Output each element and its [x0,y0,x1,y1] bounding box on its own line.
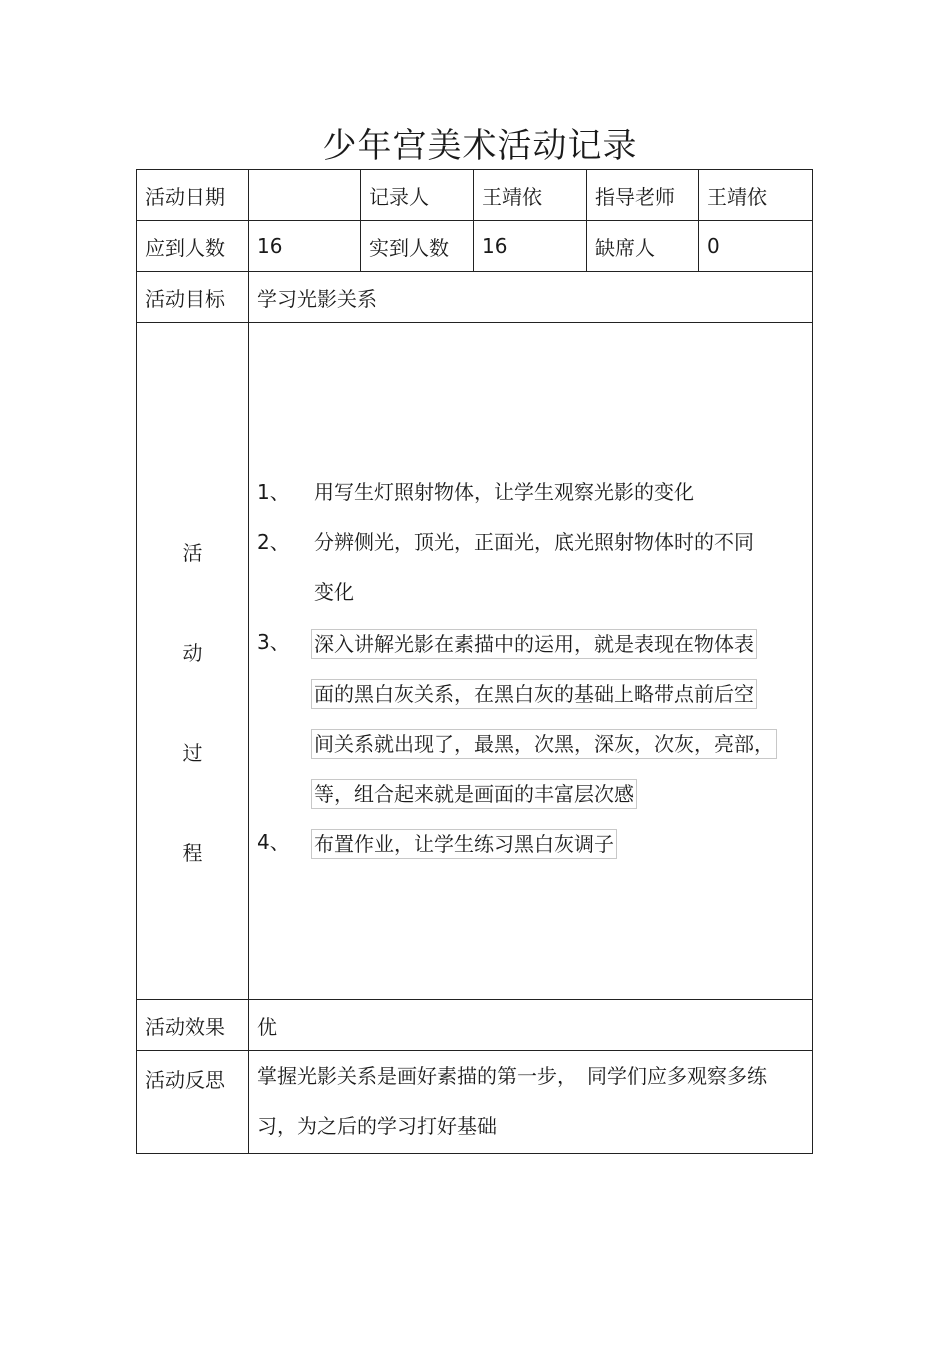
list-item [257,517,812,617]
reflection-value [249,1051,813,1154]
item-text-line: 用写生灯照射物体，让学生观察光影的变化 [314,480,694,504]
reflection-text: 掌握光影关系是画好素描的第一步， 同学们应多观察多练习，为之后的学习打好基础 [257,1064,767,1138]
item-number: 1、 [257,480,290,504]
table-row [137,221,813,272]
teacher-label: 指导老师 [587,170,699,221]
activity-record-table [136,169,813,1154]
teacher-value: 王靖依 [699,170,813,221]
item-text-line: 布置作业，让学生练习黑白灰调子 [311,829,617,859]
reflection-label-text: 活动反思 [145,1068,225,1092]
date-value [249,170,361,221]
list-item [257,617,812,817]
process-label-char: 活 [182,541,203,565]
table-row [137,170,813,221]
list-item [257,467,812,517]
item-text-line: 等，组合起来就是画面的丰富层次感 [311,779,637,809]
item-number: 4、 [257,830,290,854]
list-item [257,817,812,867]
table-row [137,1000,813,1051]
expected-count-label: 应到人数 [137,221,249,272]
table-row [137,1051,813,1154]
reflection-label [137,1051,249,1154]
item-text-line: 深入讲解光影在素描中的运用，就是表现在物体表 [311,629,757,659]
absent-label: 缺席人 [587,221,699,272]
effect-value: 优 [249,1000,813,1051]
goal-value: 学习光影关系 [249,272,813,323]
table-row [137,272,813,323]
item-text-line: 变化 [314,580,354,604]
absent-value: 0 [699,221,813,272]
process-label-char: 程 [182,841,203,865]
process-label [137,323,249,1000]
item-text-line: 间关系就出现了，最黑，次黑，深灰，次灰，亮部， [311,729,777,759]
table-row [137,323,813,1000]
item-number: 2、 [257,530,290,554]
item-text-line: 面的黑白灰关系，在黑白灰的基础上略带点前后空 [311,679,757,709]
process-label-char: 过 [182,741,203,765]
actual-count-value: 16 [474,221,587,272]
effect-label: 活动效果 [137,1000,249,1051]
item-text-line: 分辨侧光，顶光，正面光，底光照射物体时的不同 [314,530,754,554]
actual-count-label: 实到人数 [361,221,474,272]
process-label-char: 动 [182,641,203,665]
expected-count-value: 16 [249,221,361,272]
page-title: 少年宫美术活动记录 [322,126,638,166]
recorder-value: 王靖依 [474,170,587,221]
process-content [249,323,813,1000]
recorder-label: 记录人 [361,170,474,221]
item-number: 3、 [257,630,290,654]
goal-label: 活动目标 [137,272,249,323]
date-label: 活动日期 [137,170,249,221]
